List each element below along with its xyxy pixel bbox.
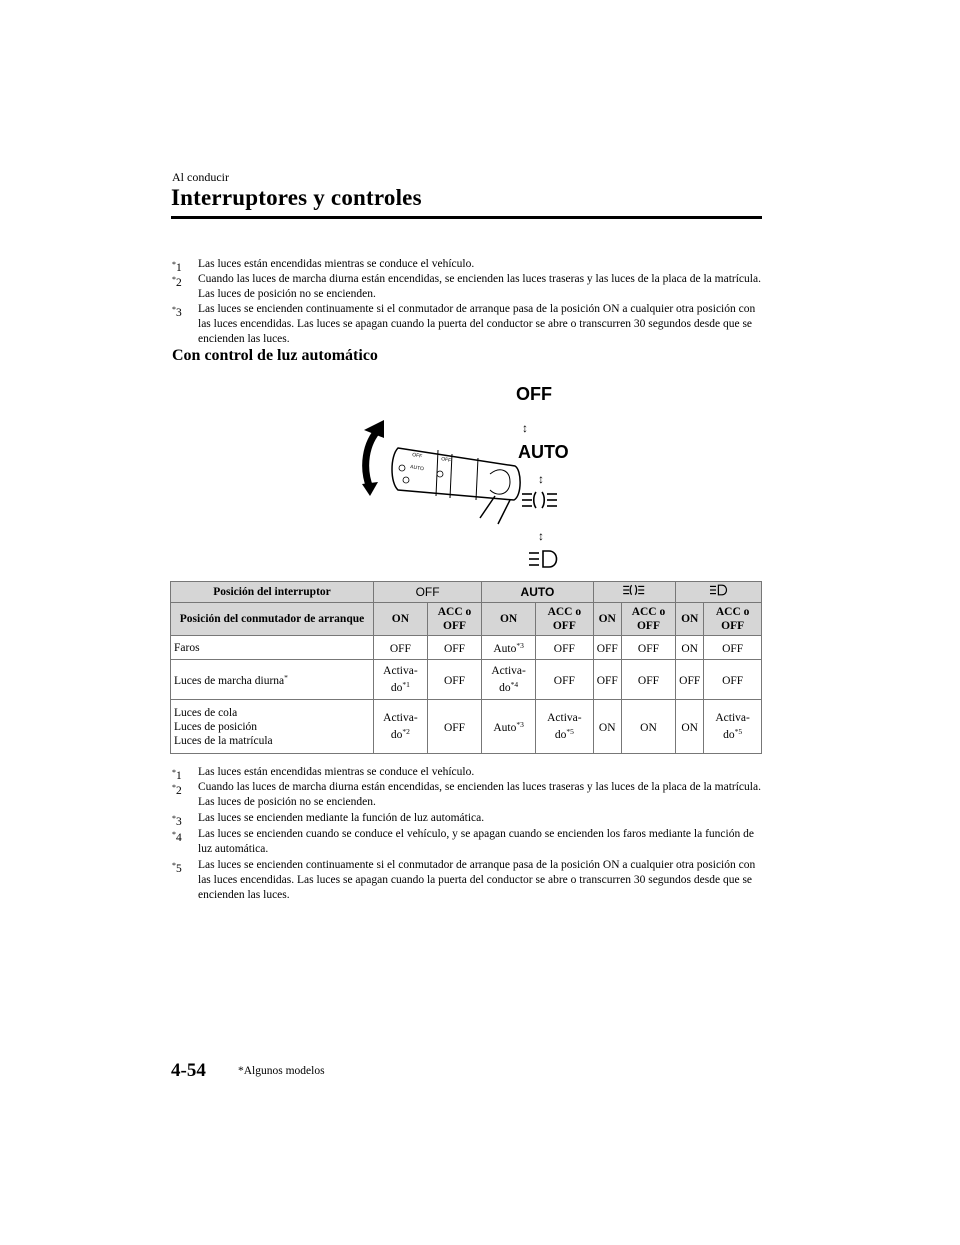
lever-illustration <box>340 378 600 578</box>
table-cell: Auto$^{*3}$ <box>482 636 536 660</box>
ignition-cell: ACC o OFF <box>704 603 762 636</box>
ignition-cell: ACC o OFF <box>621 603 675 636</box>
footnote-top-3: *3 Las luces se encienden continuamente si el conmutador de arranque pasa de la posición ON a cualquier otra posición con las luces encendidas. Las luces se apagan cuando la puerta del conductor se abre o transcurren 30 segundos desde que se encienden las luces. <box>172 303 756 345</box>
ignition-cell: ON <box>482 603 536 636</box>
switch-position-header: Posición del interruptor <box>171 582 374 603</box>
footnote-bottom-5: *5 Las luces se encienden continuamente si el conmutador de arranque pasa de la posición ON a cualquier otra posición con las luces encendidas. Las luces se apagan cuando la puerta del conductor se abre o transcurren 30 segundos desde que se encienden las luces. <box>172 859 756 901</box>
headlights-icon <box>710 584 728 596</box>
footnote-bottom-4: *4 Las luces se encienden cuando se conduce el vehículo, y se apagan cuando se encienden los faros mediante la función de luz automática. <box>172 828 754 855</box>
footnote-top-1: *1 Las luces están encendidas mientras se conduce el vehículo. <box>172 258 475 274</box>
table-cell: OFF <box>593 636 621 660</box>
table-ignition-row <box>171 603 762 636</box>
table-cell: OFF <box>621 636 675 660</box>
footnote-top-2: *2 Cuando las luces de marcha diurna están encendidas, se encienden las luces traseras y las luces de la placa de la matrícula. Las luces de posición no se encienden. <box>172 273 761 300</box>
table-cell: OFF <box>676 660 704 700</box>
arrow-up-down-icon: ↕ <box>538 472 544 486</box>
table-cell: OFF <box>704 660 762 700</box>
section-label: Al conducir <box>172 170 229 184</box>
table-cell: OFF <box>536 636 594 660</box>
table-cell: Activa-$do^{*5}$ <box>536 700 594 754</box>
switch-parking-cell <box>593 582 675 603</box>
table-cell: OFF <box>374 636 428 660</box>
table-cell: OFF <box>536 660 594 700</box>
footnote-bottom-3: *3 Las luces se encienden mediante la función de luz automática. <box>172 812 485 828</box>
switch-headlights-cell <box>676 582 762 603</box>
title-rule <box>171 216 762 219</box>
table-row-tail-position-plate <box>171 700 762 754</box>
table-cell: ON <box>621 700 675 754</box>
ignition-cell: ACC o OFF <box>536 603 594 636</box>
lever-off-text: OFF <box>411 452 423 460</box>
ignition-cell: ON <box>676 603 704 636</box>
table-row-headlights <box>171 636 762 660</box>
ignition-header: Posición del conmutador de arranque <box>171 603 374 636</box>
row-label: Luces de marcha diurna* <box>171 660 374 700</box>
headlights-icon <box>529 551 557 567</box>
parking-lights-icon <box>522 492 557 508</box>
table-cell: Auto$^{*3}$ <box>482 700 536 754</box>
footnote-bottom-1: *1 Las luces están encendidas mientras se conduce el vehículo. <box>172 766 475 782</box>
table-cell: OFF <box>427 700 481 754</box>
table-row-drl <box>171 660 762 700</box>
table-cell: OFF <box>621 660 675 700</box>
table-cell: Activa-$do^{*5}$ <box>704 700 762 754</box>
row-label: Faros <box>171 636 374 660</box>
table-cell: ON <box>676 636 704 660</box>
arrow-up-down-icon: ↕ <box>522 421 528 435</box>
headlight-lever-figure <box>340 378 600 578</box>
table-cell: Activa-$do^{*1}$ <box>374 660 428 700</box>
table-cell: OFF <box>593 660 621 700</box>
page-number: 4-54 <box>171 1060 206 1081</box>
row-label: Luces de cola Luces de posición Luces de la matrícula <box>171 700 374 754</box>
subheading: Con control de luz automático <box>172 347 378 364</box>
ignition-cell: ON <box>593 603 621 636</box>
lever-auto-text: AUTO <box>409 464 425 473</box>
table-header-row <box>171 582 762 603</box>
position-off-label: OFF <box>516 384 552 404</box>
switch-auto-cell: AUTO <box>482 582 594 603</box>
table-cell: OFF <box>427 636 481 660</box>
table-cell: Activa-$do^{*2}$ <box>374 700 428 754</box>
footnote-bottom-2: *2 Cuando las luces de marcha diurna están encendidas, se encienden las luces traseras y las luces de la placa de la matrícula. Las luces de posición no se encienden. <box>172 781 761 808</box>
position-auto-label: AUTO <box>518 442 569 462</box>
table-cell: ON <box>593 700 621 754</box>
table-cell: ON <box>676 700 704 754</box>
lighting-table <box>170 581 762 754</box>
parking-lights-icon <box>623 584 645 596</box>
table-cell: OFF <box>704 636 762 660</box>
table-cell: Activa-$do^{*4}$ <box>482 660 536 700</box>
lever-off2-text: OFF <box>440 456 452 465</box>
page-title: Interruptores y controles <box>171 185 422 210</box>
models-note: *Algunos modelos <box>238 1065 325 1077</box>
arrow-up-down-icon: ↕ <box>538 529 544 543</box>
ignition-cell: ACC o OFF <box>427 603 481 636</box>
ignition-cell: ON <box>374 603 428 636</box>
switch-off-cell: OFF <box>374 582 482 603</box>
table-cell: OFF <box>427 660 481 700</box>
